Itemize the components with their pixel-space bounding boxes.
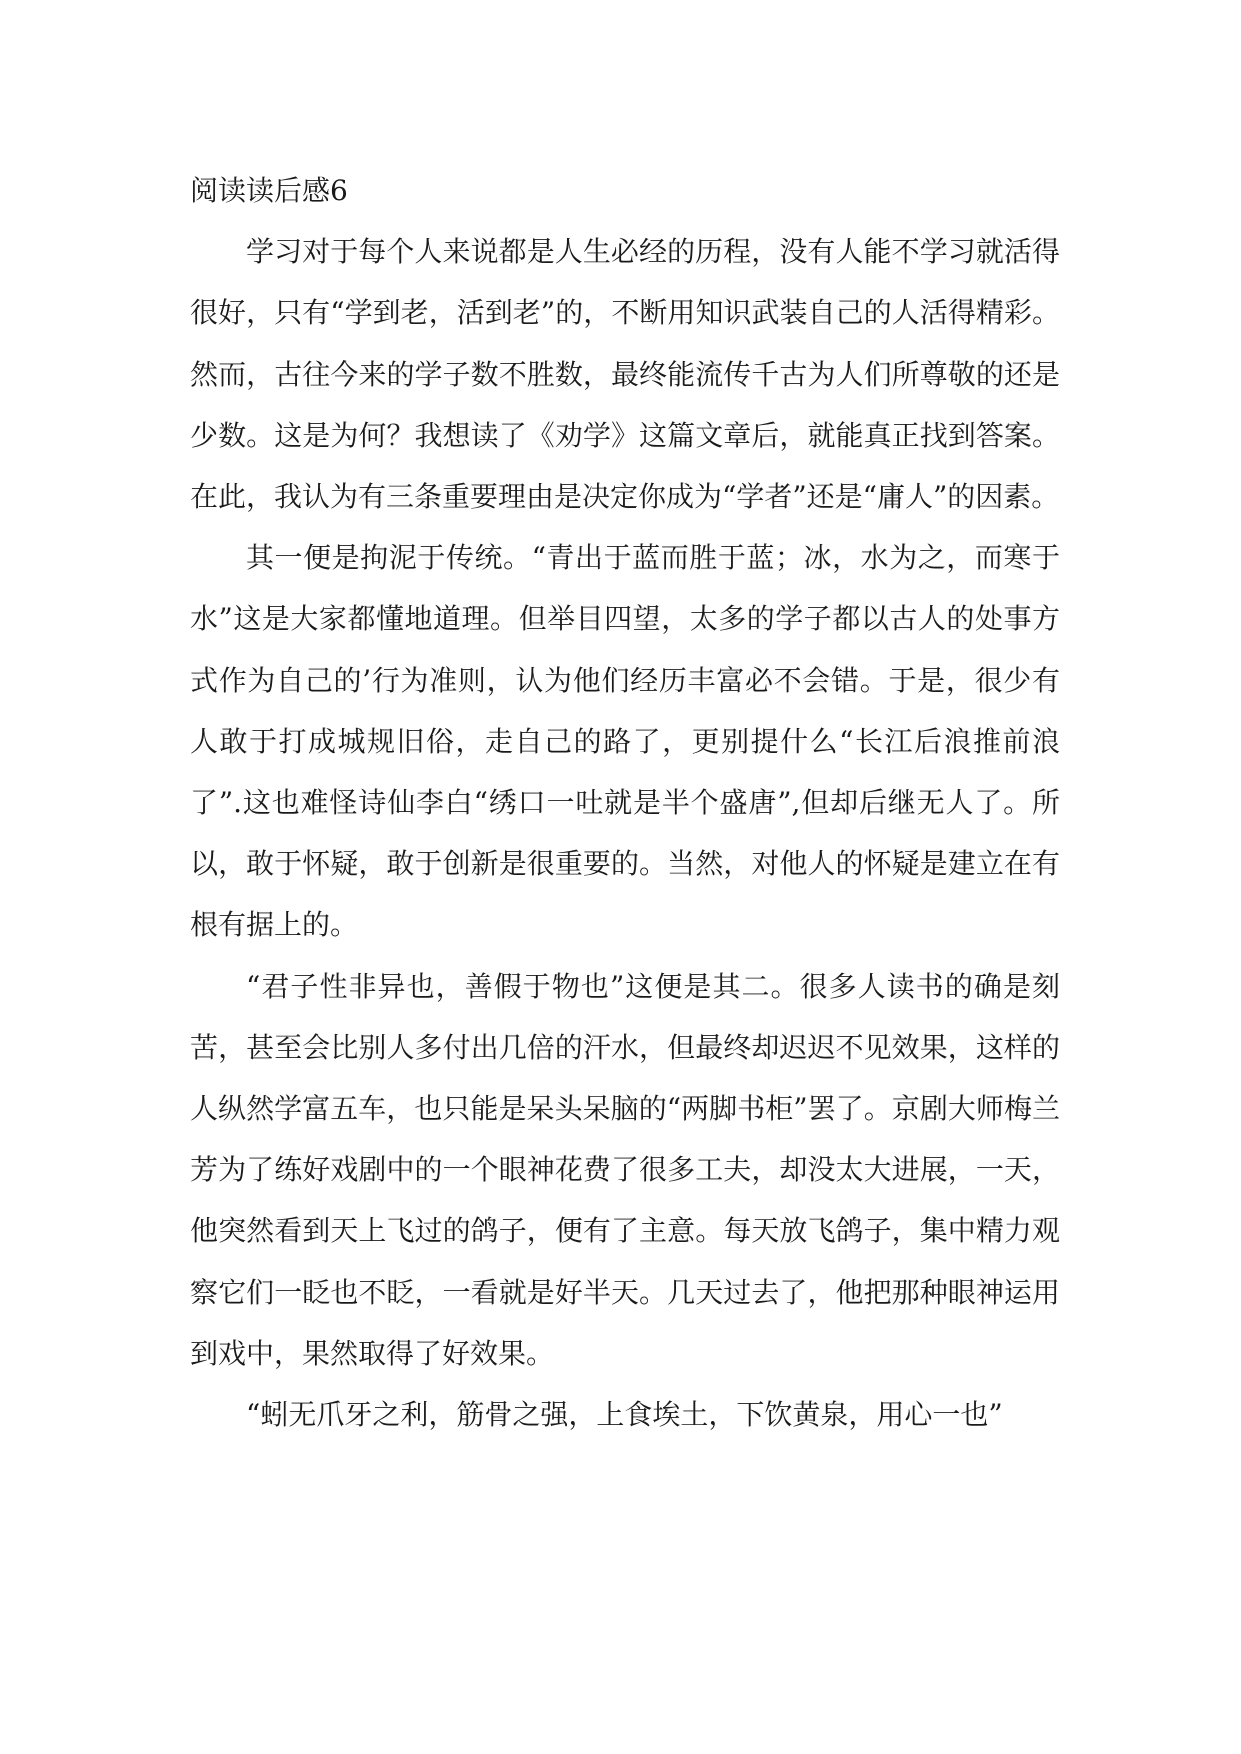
- document-body: [190, 160, 1060, 1445]
- document-title: 阅读读后感6: [190, 174, 348, 207]
- paragraph-4: “蚓无爪牙之利，筋骨之强，上食埃土，下饮黄泉，用心一也”: [246, 1398, 1003, 1432]
- paragraph-1: 学习对于每个人来说都是人生必经的历程，没有人能不学习就活得很好，只有“学到老，活到老”的，不断用知识武装自己的人活得精彩。然而，古往今来的学子数不胜数，最终能流传千古为人们所尊敬的还是少数。这是为何？我想读了《劝学》这篇文章后，就能真正找到答案。在此，我认为有三条重要理由是决定你成为“学者”还是“庸人”的因素。: [190, 235, 1060, 513]
- paragraph-2: 其一便是拘泥于传统。“青出于蓝而胜于蓝；冰，水为之，而寒于水”这是大家都懂地道理。但举目四望，太多的学子都以古人的处事方式作为自己的’行为准则，认为他们经历丰富必不会错。于是，很少有人敢于打成城规旧俗，走自己的路了，更别提什么“长江后浪推前浪了”.这也难怪诗仙李白“绣口一吐就是半个盛唐”,但却后继无人了。所以，敢于怀疑，敢于创新是很重要的。当然，对他人的怀疑是建立在有根有据上的。: [190, 541, 1060, 942]
- paragraph-3: “君子性非异也，善假于物也”这便是其二。很多人读书的确是刻苦，甚至会比别人多付出几倍的汗水，但最终却迟迟不见效果，这样的人纵然学富五车，也只能是呆头呆脑的“两脚书柜”罢了。京剧大师梅兰芳为了练好戏剧中的一个眼神花费了很多工夫，却没太大进展，一天，他突然看到天上飞过的鸽子，便有了主意。每天放飞鸽子，集中精力观察它们一眨也不眨，一看就是好半天。几天过去了，他把那种眼神运用到戏中，果然取得了好效果。: [190, 969, 1060, 1370]
